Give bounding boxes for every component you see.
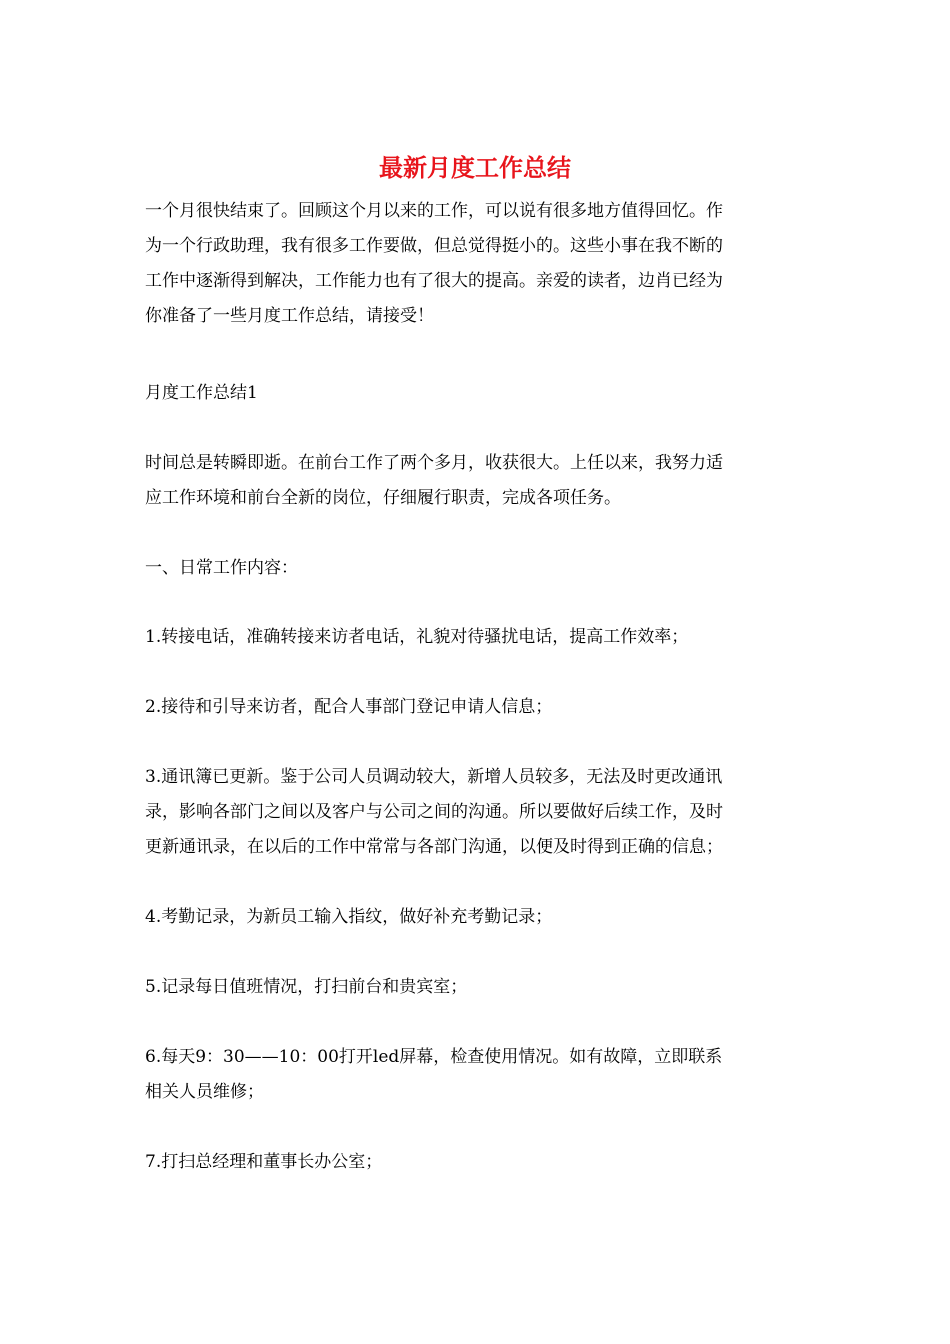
list-item: 1.转接电话，准确转接来访者电话，礼貌对待骚扰电话，提高工作效率；: [145, 627, 689, 647]
intro-line: 一个月很快结束了。回顾这个月以来的工作，可以说有很多地方值得回忆。作: [145, 201, 723, 221]
intro-line: 为一个行政助理，我有很多工作要做，但总觉得挺小的。这些小事在我不断的: [145, 236, 723, 256]
list-item: 5.记录每日值班情况，打扫前台和贵宾室；: [145, 977, 468, 997]
section-intro-line: 应工作环境和前台全新的岗位，仔细履行职责，完成各项任务。: [145, 488, 621, 508]
list-item: 3.通讯簿已更新。鉴于公司人员调动较大，新增人员较多，无法及时更改通讯 录，影响各部门之间以及客户与公司之间的沟通。所以要做好后续工作，及时 更新通讯录，在以后的工作中常常与各部门沟通，以便及时得到正确的信息；: [145, 767, 723, 857]
section-intro-paragraph: [145, 446, 810, 516]
list-item: 7.打扫总经理和董事长办公室；: [145, 1152, 383, 1172]
list-item: 6.每天9：30——10：00打开led屏幕，检查使用情况。如有故障，立即联系 相关人员维修；: [145, 1047, 723, 1102]
sub-heading: 一、日常工作内容：: [145, 558, 298, 578]
list-item: 2.接待和引导来访者，配合人事部门登记申请人信息；: [145, 697, 553, 717]
list-item: 4.考勤记录，为新员工输入指纹，做好补充考勤记录；: [145, 907, 553, 927]
section-intro-line: 时间总是转瞬即逝。在前台工作了两个多月，收获很大。上任以来，我努力适: [145, 453, 723, 473]
intro-line: 你准备了一些月度工作总结，请接受！: [145, 306, 434, 326]
intro-paragraph: [145, 194, 810, 334]
intro-line: 工作中逐渐得到解决，工作能力也有了很大的提高。亲爱的读者，边肖已经为: [145, 271, 723, 291]
section-heading: 月度工作总结1: [145, 383, 258, 403]
document-title: 最新月度工作总结: [379, 153, 571, 182]
